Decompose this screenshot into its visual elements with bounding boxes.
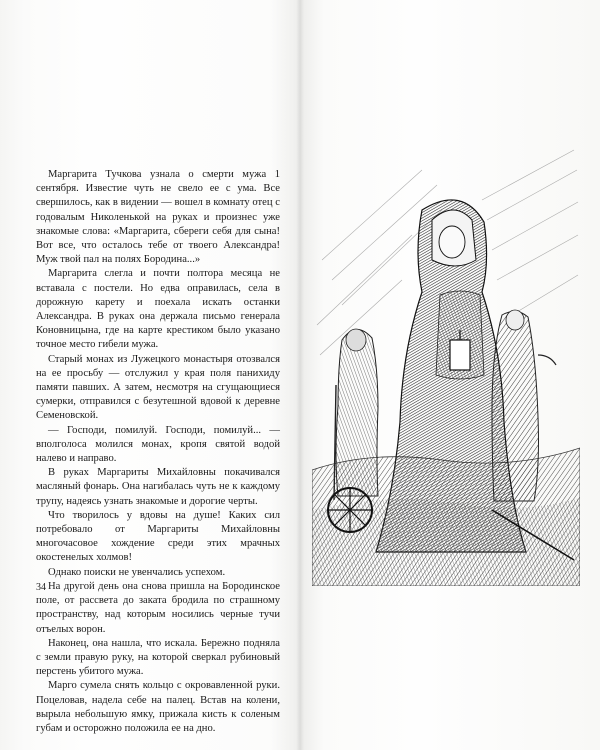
paragraph: Маргарита слегла и почти полтора месяца не вставала с постели. Но едва оправилась, села в дорожную карету и поехала искать останки Александра. В руках она держала письмо генерала Коновницына, где на карте крестиком было указано точное место гибели мужа. [36, 268, 280, 351]
paragraph: Однако поиски не увенчались успехом. [48, 566, 226, 578]
battlefield-ground [312, 448, 580, 586]
body-text [36, 168, 280, 736]
paragraph: На другой день она снова пришла на Бородинское поле, от рассвета до заката бродила по страшному пространству, над которым носились черные тучи отъелых ворон. [36, 580, 280, 635]
engraving-illustration [312, 140, 580, 586]
book-gutter [296, 0, 304, 750]
paragraph: Старый монах из Лужецкого монастыря отозвался на ее просьбу — отслужил у края поля панихиду памяти павших. А затем, несмотря на сгущающиеся сумерки, отправился с безутешной вдовой к деревне Семеновской. [36, 353, 280, 422]
paragraph: В руках Маргариты Михайловны покачивался масляный фонарь. Она нагибалась чуть не к каждому трупу, надеясь узнать знакомые и дорогие черты. [36, 467, 280, 507]
paragraph: Маргарита Тучкова узнала о смерти мужа 1 сентября. Известие чуть не свело ее с ума. Все свершилось, как в видении — вошел в комнату отец с годовалым Николенькой на руках и произнес уже знакомые слова: «Маргарита, сбереги себя для сына! Вот все, что осталось тебе от твоего Александра! Муж твой пал на полях Бородина...» [36, 169, 280, 266]
paragraph: Наконец, она нашла, что искала. Бережно подняла с земли правую руку, на которой сверкал рубиновый перстень убитого мужа. [36, 637, 280, 678]
paragraph: Марго сумела снять кольцо с окровавленной руки. Поцеловав, надела себе на палец. Встав на колени, вырыла небольшую ямку, прижала кисть к соленым губам и осторожно положила ее на дно. [36, 680, 280, 734]
page-number: 34 [36, 582, 46, 593]
paragraph: — Господи, помилуй. Господи, помилуй... — вполголоса молился монах, кропя святой водой налево и направо. [36, 424, 280, 465]
paragraph: Что творилось у вдовы на душе! Каких сил потребовало от Маргариты Михайловны многочасовое хождение среди этих мрачных окостенелых холмов! [36, 509, 280, 564]
